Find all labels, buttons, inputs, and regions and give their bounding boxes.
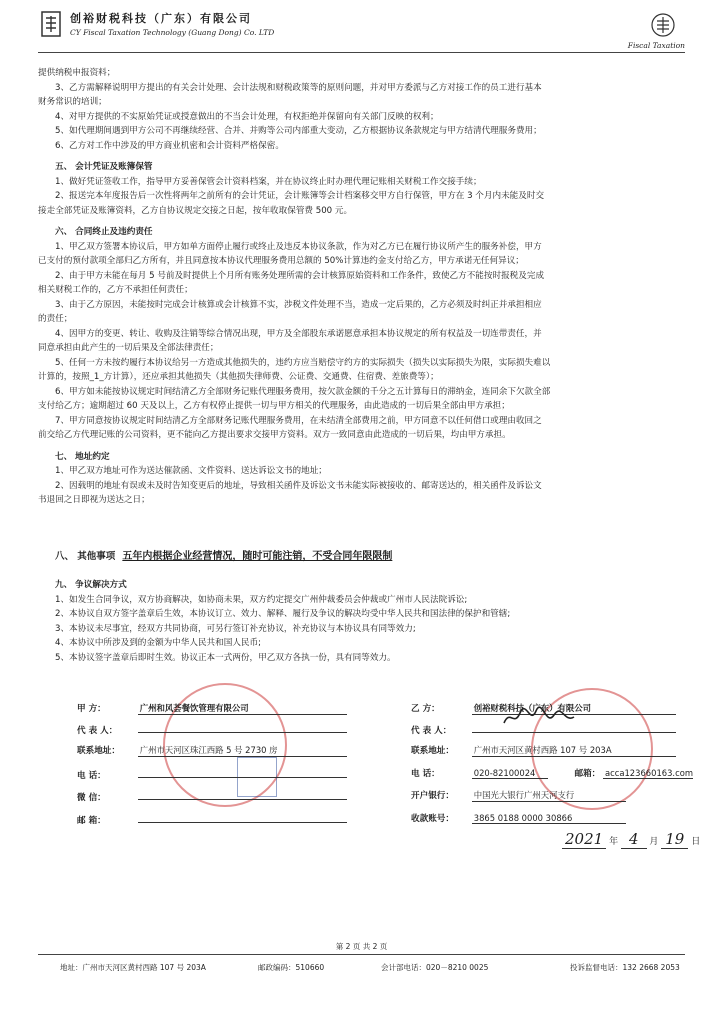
- page-number: 第 2 页 共 2 页: [335, 942, 388, 951]
- footer-address: 地址：广州市天河区黄村西路 107 号 203A: [60, 963, 206, 972]
- section-heading: 六、 合同终止及违约责任: [55, 227, 153, 237]
- date-year: 2021: [562, 830, 606, 849]
- clause-line: 5、任何一方未按约履行本协议给另一方造成其他损失的，违约方应当赔偿守约方的实际损失（损失以实际损失为限，实际损失难以: [55, 357, 551, 368]
- date-day: 19: [661, 830, 688, 849]
- clause-line: 4、因甲方的变更、转让、收购及注销等综合情况出现，甲方及全部股东承诺愿意承担本协议规定的所有权益及一切连带责任，并: [55, 328, 542, 339]
- clause-line: 同意承担由此产生的一切后果及全部法律责任；: [38, 343, 219, 353]
- party-a-rep-label: 代 表 人：: [77, 726, 118, 736]
- dispute-line: 2、本协议自双方签字盖章后生效，本协议订立、效力、解释、履行及争议的解决均受中华人民共和国法律的保护和管辖;: [55, 609, 511, 619]
- party-a-email-line: [138, 812, 347, 823]
- party-a-phone-row: [77, 767, 347, 781]
- party-a-name-row: [77, 702, 347, 715]
- party-a-email-row: [77, 812, 347, 826]
- header-company-name: 创裕财税科技（广东）有限公司: [70, 12, 252, 25]
- header-company-name-en: CY Fiscal Taxation Technology (Guang Dong) Co. LTD: [70, 28, 275, 37]
- clause-line: 3、由于乙方原因，未能按时完成会计核算或会计核算不实，涉税文件处理不当，造成一定后果的，乙方必须及时纠正并承担相应: [55, 299, 542, 310]
- other-matters: [38, 550, 688, 564]
- party-b-phone-label: 电 话：: [411, 769, 440, 779]
- party-a-label: 甲 方：: [77, 704, 106, 714]
- clause-line: 4、对甲方提供的不实原始凭证或授意做出的不当会计处理，有权拒绝并保留向有关部门反映的权利；: [55, 111, 439, 122]
- party-b-handwritten-signature: [500, 705, 580, 731]
- clause-line: 1、做好凭证签收工作，指导甲方妥善保管会计资料档案，并在协议终止时办理代理记账相关财税工作交接手续；: [55, 176, 482, 187]
- party-a-wechat-line: [138, 789, 347, 800]
- footer-phone: 会计部电话：020－8210 0025: [381, 963, 489, 972]
- party-b-bank-label: 开户银行：: [411, 791, 454, 801]
- party-b-bank-row: [411, 789, 626, 802]
- party-b-email-label: 邮箱：: [574, 769, 601, 779]
- footer-complaint: 投诉监督电话：132 2668 2053: [570, 963, 680, 972]
- party-b-address-label: 联系地址：: [411, 746, 454, 756]
- party-b-phone: 020-82100024: [472, 768, 548, 779]
- clause-line: 2、由于甲方未能在每月 5 号前及时提供上个月所有账务处理所需的会计核算原始资料和工作条件，致使乙方不能按时报税及完成: [55, 270, 545, 281]
- party-b-address-row: [411, 744, 676, 757]
- party-b-name: 创裕财税科技（广东）有限公司: [472, 702, 676, 715]
- party-a-email-label: 邮 箱：: [77, 816, 106, 826]
- party-b-bank: 中国光大银行广州天河支行: [472, 789, 626, 802]
- dispute-line: 5、本协议签字盖章后即时生效。协议正本一式两份，甲乙双方各执一份，具有同等效力。: [55, 652, 396, 663]
- party-a-address-label: 联系地址：: [77, 746, 120, 756]
- party-a-address: 广州市天河区珠江西路 5 号 2730 房: [138, 744, 347, 757]
- footer-postcode: 邮政编码：510660: [258, 963, 325, 972]
- party-b-email: acca123660163.com: [605, 768, 693, 778]
- party-a-rep-line: [138, 722, 347, 733]
- party-a-phone-line: [138, 767, 347, 778]
- party-b-account-label: 收款账号：: [411, 814, 454, 824]
- date-year-unit: 年: [609, 837, 619, 847]
- header-fiscal-taxation: Fiscal Taxation: [627, 41, 685, 50]
- contract-clauses: [38, 66, 688, 508]
- clause-line: 3、乙方需解释说明甲方提出的有关会计处理、会计法规和财税政策等的原则问题，并对甲方委派与乙方对接工作的员工进行基本: [55, 82, 542, 93]
- clause-line: 提供纳税申报资料；: [38, 68, 116, 78]
- date-month: 4: [621, 830, 647, 849]
- clause-line: 接走全部凭证及账簿资料，乙方自协议规定交接之日起，按年收取保管费 500 元。: [38, 205, 353, 216]
- signing-date: [562, 830, 700, 848]
- clause-line: 财务常识的培训；: [38, 97, 107, 107]
- other-matters-text: 五年内根据企业经营情况，随时可能注销，不受合同年限限制: [122, 551, 393, 562]
- party-a-address-row: [77, 744, 347, 757]
- date-month-unit: 月: [649, 837, 659, 847]
- clause-line: 2、因载明的地址有误或未及时告知变更后的地址，导致相关函件及诉讼文书未能实际被接收的、邮寄送达的，相关函件及诉讼文: [55, 480, 542, 491]
- clause-line: 前交给乙方代理记账的公司资料，更不能向乙方提出要求交接甲方资料。双方一致同意由此造成的一切后果，均由甲方承担。: [38, 430, 511, 440]
- clause-line: 支付给乙方；逾期超过 60 天及以上，乙方有权停止提供一切与甲方相关的代理服务，由此造成的一切后果全部由甲方承担；: [38, 401, 510, 411]
- party-b-label: 乙 方：: [411, 704, 440, 714]
- party-b-account-row: [411, 812, 626, 824]
- clause-line: 计算的，按照_1_方计算），还应承担其他损失（其他损失律师费、公证费、交通费、住宿费、差旅费等）；: [38, 372, 439, 382]
- party-a-wechat-row: [77, 789, 347, 803]
- footer-divider: [38, 954, 685, 955]
- party-a-wechat-label: 微 信：: [77, 793, 106, 803]
- party-b-phone-row: [411, 767, 693, 779]
- clause-line: 1、甲乙双方签署本协议后，甲方如单方面停止履行或终止及违反本协议条款，作为对乙方已在履行协议所产生的服务补偿，甲方: [55, 241, 542, 252]
- dispute-resolution: [38, 578, 688, 665]
- clause-line: 1、甲乙双方地址可作为送达催款函、文件资料、送达诉讼文书的地址；: [55, 466, 327, 476]
- clause-line: 书退回之日即视为送达之日；: [38, 495, 150, 505]
- other-matters-heading: 八、 其他事项: [55, 551, 116, 562]
- party-b-rep-label: 代 表 人：: [411, 726, 452, 736]
- clause-line: 2、报送完本年度报告后一次性将两年之前所有的会计凭证，会计账簿等会计档案移交甲方自行保管，甲方在 3 个月内未能及时交: [55, 191, 545, 201]
- header-divider: [38, 52, 685, 53]
- clause-line: 7、甲方同意按协议规定时间结清乙方全部财务记账代理服务费用，在未结清全部费用之前，甲方同意不以任何借口或理由收回之: [55, 415, 542, 426]
- clause-line: 的责任；: [38, 314, 73, 324]
- clause-line: 6、乙方对工作中涉及的甲方商业机密和会计资料严格保密。: [55, 140, 284, 151]
- party-a-name: 广州和风荟餐饮管理有限公司: [138, 702, 347, 715]
- section-heading: 七、 地址约定: [55, 451, 110, 462]
- clause-line: 已支付的预付款项全部归乙方所有，并且同意按本协议代理服务费用总额的 50%计算违约金支付给乙方，甲方承诺无任何异议；: [38, 256, 524, 266]
- date-day-unit: 日: [691, 837, 701, 847]
- clause-line: 相关财税工作的，乙方不承担任何责任；: [38, 285, 193, 295]
- fiscal-emblem-icon: [650, 12, 676, 38]
- dispute-line: 4、本协议中所涉及到的金额为中华人民共和国人民币;: [55, 638, 262, 648]
- section-heading: 五、 会计凭证及账簿保管: [55, 162, 153, 172]
- party-a-phone-label: 电 话：: [77, 771, 106, 781]
- dispute-line: 3、本协议未尽事宜，经双方共同协商，可另行签订补充协议，补充协议与本协议具有同等效力;: [55, 623, 416, 634]
- clause-line: 6、甲方如未能按协议规定时间结清乙方全部财务记账代理服务费用，按欠款金额的千分之五计算每日的滞纳金，连同余下欠款全部: [55, 386, 551, 397]
- party-b-address: 广州市天河区黄村西路 107 号 203A: [472, 744, 676, 757]
- clause-line: 5、如代理期间遇到甲方公司不再继续经营、合并、并购等公司内部重大变动，乙方根据协议条款规定与甲方结清代理服务费用；: [55, 126, 542, 136]
- dispute-line: 1、如发生合同争议，双方协商解决，如协商未果，双方约定提交广州仲裁委员会仲裁或广州市人民法院诉讼;: [55, 594, 468, 605]
- company-logo-icon: [40, 10, 62, 38]
- party-a-rep-row: [77, 722, 347, 736]
- party-b-account: 3865 0188 0000 30866: [472, 813, 626, 824]
- dispute-heading: 九、 争议解决方式: [55, 580, 127, 590]
